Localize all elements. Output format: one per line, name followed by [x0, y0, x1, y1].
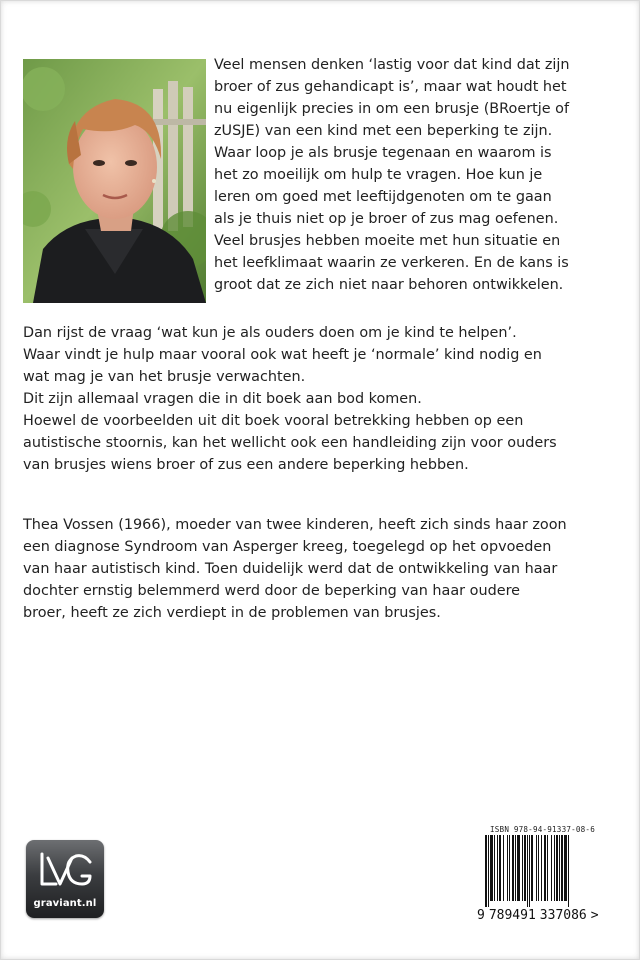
barcode-digits-right: 337086: [539, 908, 587, 923]
intro-line: Veel brusjes hebben moeite met hun situatie en: [214, 233, 561, 249]
intro-line: broer of zus gehandicapt is’, maar wat houdt het: [214, 79, 567, 95]
description-line: Hoewel de voorbeelden uit dit boek vooral betrekking hebben op een: [23, 413, 524, 429]
intro-line: Veel mensen denken ‘lastig voor dat kind dat zijn: [214, 57, 570, 73]
description-line: Waar vindt je hulp maar vooral ook wat heeft je ‘normale’ kind nodig en: [23, 347, 542, 363]
isbn-barcode: [483, 835, 599, 907]
barcode-digits-left: 789491: [488, 908, 536, 923]
barcode-trailer: >: [590, 908, 599, 923]
description-line: wat mag je van het brusje verwachten.: [23, 369, 306, 385]
intro-line: groot dat ze zich niet naar behoren ontwikkelen.: [214, 277, 564, 293]
intro-line: leren om goed met leeftijdgenoten om te gaan: [214, 189, 552, 205]
intro-line: als je thuis niet op je broer of zus mag oefenen.: [214, 211, 559, 227]
author-bio-line: dochter ernstig belemmerd werd door de beperking van haar oudere: [23, 583, 521, 599]
intro-line: Waar loop je als brusje tegenaan en waarom is: [214, 145, 552, 161]
intro-line: zUSJE) van een kind met een beperking te zijn.: [214, 123, 553, 139]
author-bio-line: broer, heeft ze zich verdiept in de problemen van brusjes.: [23, 605, 441, 621]
lvg-logo-icon: [26, 840, 104, 900]
author-bio-text: [23, 514, 635, 624]
publisher-logo: [26, 840, 104, 918]
author-bio-line: van haar autistisch kind. Toen duidelijk werd dat de ontwikkeling van haar: [23, 561, 558, 577]
barcode-digits: [477, 908, 603, 923]
author-bio-line: Thea Vossen (1966), moeder van twee kinderen, heeft zich sinds haar zoon: [23, 517, 567, 533]
intro-line: nu eigenlijk precies in om een brusje (BRoertje of: [214, 101, 570, 117]
author-photo: [23, 59, 206, 303]
intro-text: [214, 54, 634, 296]
description-line: autistische stoornis, kan het wellicht ook een handleiding zijn voor ouders: [23, 435, 557, 451]
description-text: [23, 322, 635, 476]
description-line: Dan rijst de vraag ‘wat kun je als ouders doen om je kind te helpen’.: [23, 325, 517, 341]
description-line: Dit zijn allemaal vragen die in dit boek aan bod komen.: [23, 391, 422, 407]
intro-line: het leefklimaat waarin ze verkeren. En de kans is: [214, 255, 569, 271]
author-bio-line: een diagnose Syndroom van Asperger kreeg, toegelegd op het opvoeden: [23, 539, 552, 555]
barcode-digit-first: 9: [477, 908, 485, 923]
isbn-label: ISBN 978-94-91337-08-6: [490, 825, 595, 834]
intro-line: het zo moeilijk om hulp te vragen. Hoe kun je: [214, 167, 543, 183]
publisher-name: graviant.nl: [33, 898, 97, 909]
description-line: van brusjes wiens broer of zus een andere beperking hebben.: [23, 457, 469, 473]
